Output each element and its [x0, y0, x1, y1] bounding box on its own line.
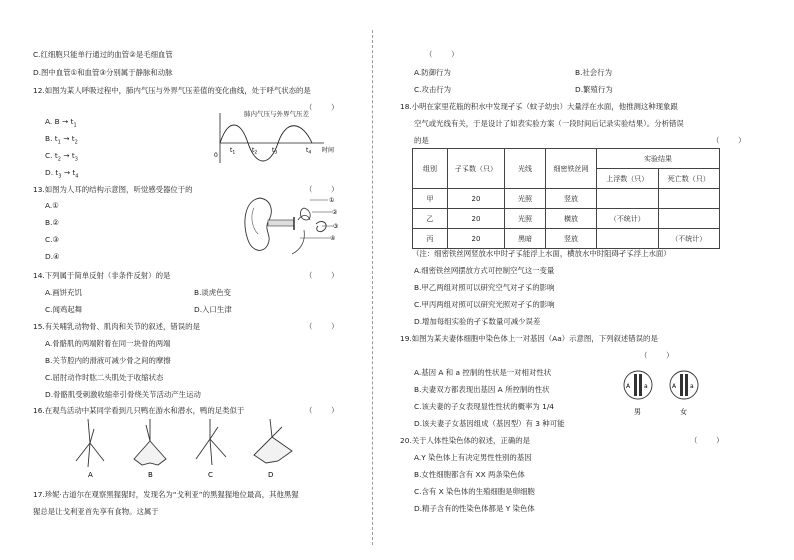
- q18-stem-line3: 的是: [414, 136, 429, 145]
- table-header-mesh: 细密铁丝网: [546, 149, 597, 189]
- q14-option-d: D.入口生津: [194, 305, 232, 314]
- q20-stem: 20.关于人体性染色体的叙述，正确的是: [400, 436, 531, 445]
- q20-option-b: B.女性细胞都含有 XX 两条染色体: [414, 470, 525, 479]
- q12-stem: 12.如图为某人呼吸过程中，肺内气压与外界气压差值的变化曲线，处于呼气状态的是: [33, 86, 311, 95]
- table-header-group: 组别: [413, 149, 448, 189]
- table-header-result: 实验结果: [597, 149, 720, 169]
- q13-option-c: C.③: [45, 235, 60, 244]
- q19-option-a: A.基因 A 和 a 控制的性状是一对相对性状: [414, 368, 552, 377]
- q17-stem-line1: 17.珍妮·古道尔在观察黑猩猩时，发现名为“戈利亚”的黑猩猩地位最高，其他黑猩: [33, 490, 299, 499]
- graph-origin: 0: [214, 152, 218, 159]
- foot-label-d: D: [268, 471, 274, 479]
- chromosome-figure: [620, 368, 710, 418]
- q13-option-a: A.①: [45, 201, 59, 210]
- female-allele-a-recessive: a: [690, 383, 694, 390]
- q20-option-d: D.精子含有的性染色体都是 Y 染色体: [414, 504, 535, 513]
- q15-answer-paren: （ ）: [305, 322, 339, 331]
- q13-stem: 13.如图为人耳的结构示意图，听觉感受器位于的: [33, 185, 193, 194]
- graph-tick-4: $t_4$: [306, 147, 312, 156]
- q20-option-a: A.Y 染色体上有决定男性性别的基因: [414, 453, 532, 462]
- male-label: 男: [634, 408, 641, 416]
- q12-option-a: A. $B \to t_1$: [45, 117, 77, 129]
- q17-option-d: D.繁殖行为: [575, 85, 613, 94]
- foot-c-drawing: [196, 419, 226, 465]
- q12-option-b: B. $t_1 \to t_2$: [45, 134, 78, 146]
- q19-stem: 19.如图为某夫妻体细胞中染色体上一对基因（Aa）示意图，下列叙述错误的是: [400, 334, 658, 343]
- graph-tick-1: $t_1$: [230, 147, 236, 156]
- svg-text:②: ②: [332, 209, 338, 216]
- table-header-count: 孑孓数（只）: [448, 149, 505, 189]
- foot-label-b: B: [148, 471, 153, 479]
- svg-text:③: ③: [333, 223, 339, 230]
- q14-option-c: C.闻鸡起舞: [45, 305, 83, 314]
- q20-option-c: C.含有 X 染色体的生殖细胞是卵细胞: [414, 487, 535, 496]
- q11-option-c: C.红细胞只能单行通过的血管②是毛细血管: [33, 50, 173, 59]
- graph-tick-2: $t_2$: [252, 147, 258, 156]
- svg-text:①: ①: [329, 197, 335, 204]
- q16-stem: 16.在观鸟活动中某同学看到几只鸭在游水和潜水，鸭的足类似于: [33, 406, 245, 415]
- q14-answer-paren: （ ）: [305, 271, 339, 280]
- table-header-light: 光线: [505, 149, 546, 189]
- bird-feet-figure: [70, 415, 310, 480]
- pressure-graph: [212, 107, 342, 169]
- female-allele-a: A: [672, 383, 677, 390]
- foot-b-drawing: [134, 419, 166, 465]
- foot-label-c: C: [208, 471, 213, 479]
- female-label: 女: [680, 408, 687, 416]
- q15-option-a: A.骨骼肌的两端附着在同一块骨的两端: [45, 339, 171, 348]
- graph-title: 肺内气压与外界气压差: [244, 110, 309, 118]
- male-allele-a: A: [626, 383, 631, 390]
- foot-d-drawing: [254, 419, 292, 463]
- table-row: 甲 20 光照 竖放: [413, 189, 720, 209]
- q15-option-b: B.关节腔内的滑液可减少骨之间的摩擦: [45, 356, 171, 365]
- q17-stem-line2: 猩总是让戈利亚首先享有食物。这属于: [33, 507, 159, 516]
- q16-answer-paren: （ ）: [305, 406, 339, 415]
- experiment-table: [412, 148, 720, 249]
- q12-option-c: C. $t_2 \to t_3$: [45, 151, 78, 163]
- q15-stem: 15.有关哺乳动物骨、肌肉和关节的叙述，错误的是: [33, 322, 200, 331]
- table-row: 丙 20 黑暗 竖放 （不统计）: [413, 229, 720, 249]
- q13-option-d: D.④: [45, 252, 60, 261]
- q14-option-a: A.画饼充饥: [45, 288, 82, 297]
- table-row: 乙 20 光照 横放 （不统计）: [413, 209, 720, 229]
- q18-note: （注：细密铁丝网竖放水中时孑孓能浮上水面，横放水中时阻碍孑孓浮上水面）: [412, 249, 671, 258]
- q12-answer-paren: （ ）: [305, 103, 339, 112]
- foot-a-drawing: [76, 419, 104, 467]
- q18-stem-line2: 空气或光线有关，于是设计了如表实验方案（一段时间后记录实验结果）。分析错误: [414, 119, 684, 128]
- q12-option-d: D. $t_3 \to t_4$: [45, 168, 79, 180]
- q19-option-b: B.夫妻双方都表现出基因 A 所控制的性状: [414, 385, 550, 394]
- q17-option-c: C.攻击行为: [414, 85, 452, 94]
- q18-option-d: D.增加每组实验的孑孓数量可减少误差: [414, 317, 541, 326]
- q18-option-b: B.甲乙两组对照可以研究空气对孑孓的影响: [414, 283, 555, 292]
- q13-option-b: B.②: [45, 218, 60, 227]
- q18-stem-line1: 18.小明在家里花瓶的积水中发现孑孓（蚊子幼虫）大量浮在水面，他推测这种现象跟: [400, 102, 678, 111]
- foot-label-a: A: [88, 471, 93, 479]
- ear-diagram: [240, 190, 340, 260]
- column-divider: [372, 30, 373, 545]
- q11-option-d: D.图中血管①和血管③分别属于静脉和动脉: [33, 68, 173, 77]
- male-allele-a-recessive: a: [644, 383, 648, 390]
- q13-answer-paren: （ ）: [305, 185, 339, 194]
- q14-stem: 14.下列属于简单反射（非条件反射）的是: [33, 271, 171, 280]
- q14-option-b: B.谈虎色变: [194, 288, 231, 297]
- q18-option-c: C.甲丙两组对照可以研究光照对孑孓的影响: [414, 300, 555, 309]
- svg-text:④: ④: [330, 235, 336, 242]
- q20-answer-paren: （ ）: [690, 436, 724, 445]
- table-subheader-dead: 死亡数（只）: [658, 169, 720, 189]
- q17-option-a: A.防御行为: [414, 68, 451, 77]
- q17-option-b: B.社会行为: [575, 68, 612, 77]
- q18-option-a: A.细密铁丝网摆放方式可控制空气这一变量: [414, 266, 555, 275]
- graph-tick-3: $t_3$: [272, 147, 278, 156]
- graph-x-label: 时间: [322, 147, 335, 154]
- q18-answer-paren: （ ）: [712, 136, 746, 145]
- q19-option-c: C.该夫妻的子女表现显性性状的概率为 1/4: [414, 402, 555, 411]
- q17-answer-paren: （ ）: [425, 50, 459, 59]
- table-subheader-float: 上浮数（只）: [597, 169, 659, 189]
- q15-option-c: C.屈肘动作时肱二头肌处于收缩状态: [45, 373, 164, 382]
- q19-option-d: D.该夫妻子女基因组成（基因型）有 3 种可能: [414, 419, 565, 428]
- q19-answer-paren: （ ）: [640, 351, 674, 360]
- q15-option-d: D.骨骼肌受刺激收缩牵引骨绕关节活动产生运动: [45, 390, 201, 399]
